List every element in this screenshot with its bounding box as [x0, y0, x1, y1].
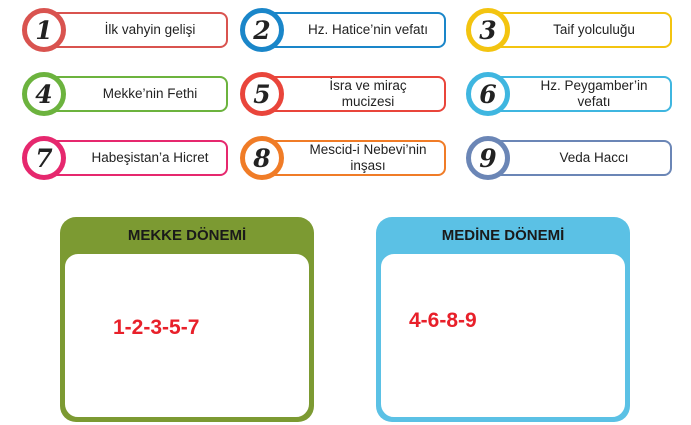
event-label-box — [490, 12, 672, 48]
event-number-badge — [240, 72, 284, 116]
event-label-box — [264, 76, 446, 112]
event-number-badge — [466, 136, 510, 180]
event-card-2 — [240, 8, 448, 52]
event-label-box — [264, 12, 446, 48]
medine-answer: 4-6-8-9 — [409, 309, 477, 332]
event-label: Veda Haccı — [559, 150, 629, 165]
medine-period-title: MEDİNE DÖNEMİ — [441, 226, 565, 244]
event-label-box — [46, 76, 228, 112]
event-label-box — [46, 140, 228, 176]
event-card-1 — [22, 8, 230, 52]
medine-answer-area — [380, 253, 626, 418]
event-number-badge — [22, 136, 66, 180]
event-card-4 — [22, 72, 230, 116]
event-number: 1 — [35, 15, 53, 45]
event-label: Habeşistan’a Hicret — [91, 150, 209, 165]
event-number: 2 — [253, 15, 271, 45]
event-number-badge — [240, 8, 284, 52]
event-number-badge — [22, 8, 66, 52]
event-label-box — [490, 76, 672, 112]
event-number-badge — [466, 8, 510, 52]
event-number: 4 — [35, 79, 53, 109]
event-number: 9 — [479, 143, 497, 173]
medine-period-box — [376, 217, 630, 422]
event-number: 3 — [479, 15, 497, 45]
event-number: 5 — [253, 79, 271, 109]
event-label: İsra ve miraç mucizesi — [329, 78, 407, 109]
mekke-answer: 1-2-3-5-7 — [113, 316, 200, 339]
event-label: Taif yolculuğu — [553, 22, 635, 37]
event-card-8 — [240, 136, 448, 180]
mekke-period-title: MEKKE DÖNEMİ — [127, 226, 247, 244]
mekke-period-box — [60, 217, 314, 422]
event-number-badge — [466, 72, 510, 116]
event-number: 8 — [253, 143, 271, 173]
mekke-answer-area — [64, 253, 310, 418]
event-number: 6 — [479, 79, 497, 109]
event-label: Mescid-i Nebevi’nin inşası — [309, 142, 427, 173]
event-label-box — [264, 140, 446, 176]
event-card-7 — [22, 136, 230, 180]
event-card-6 — [466, 72, 674, 116]
event-label: Hz. Peygamber’in vefatı — [540, 78, 648, 109]
event-card-9 — [466, 136, 674, 180]
event-label: İlk vahyin gelişi — [104, 22, 196, 37]
event-number-badge — [240, 136, 284, 180]
event-label-box — [490, 140, 672, 176]
event-label-box — [46, 12, 228, 48]
event-label: Hz. Hatice’nin vefatı — [307, 22, 429, 37]
event-card-5 — [240, 72, 448, 116]
event-label: Mekke’nin Fethi — [102, 86, 198, 101]
event-card-3 — [466, 8, 674, 52]
event-number: 7 — [35, 143, 53, 173]
event-number-badge — [22, 72, 66, 116]
